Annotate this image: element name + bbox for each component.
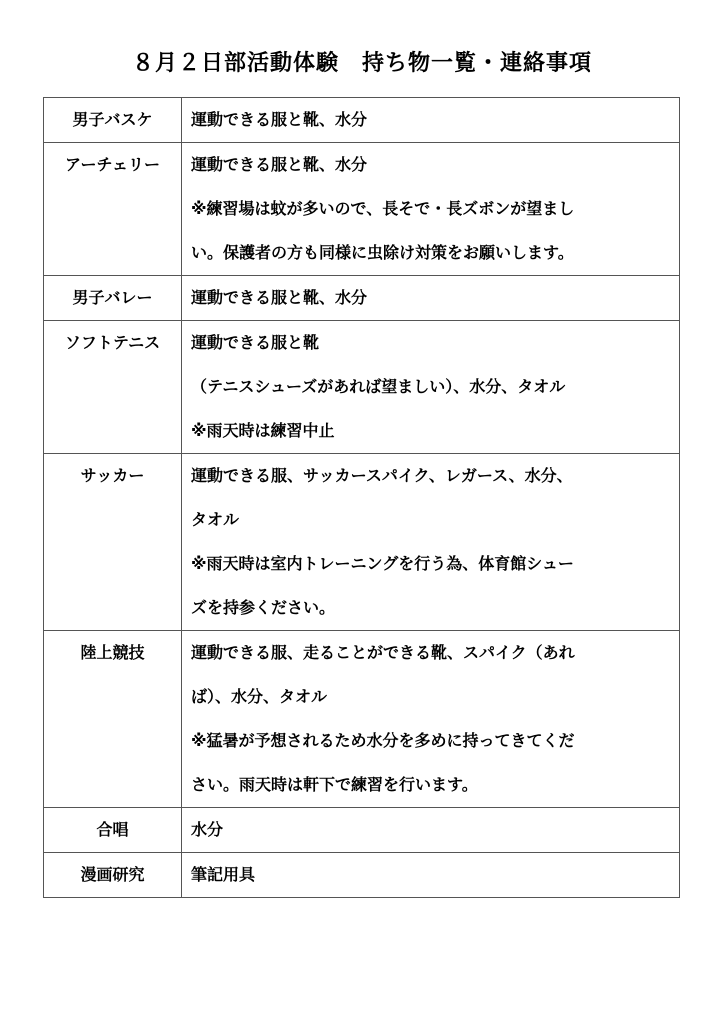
club-cell [44,276,182,321]
item-line: 運動できる服と靴、水分 [191,110,368,129]
club-name: 陸上競技 [80,643,145,662]
item-line: 筆記用具 [191,865,256,884]
item-line: タオル [191,510,240,529]
club-name: 合唱 [96,820,129,839]
club-cell [44,98,182,143]
items-cell [182,808,680,853]
club-cell [44,631,182,808]
item-line: 運動できる服と靴、水分 [191,288,368,307]
item-line: ※練習場は蚊が多いので、長そで・長ズボンが望まし [191,199,575,218]
item-line: ※猛暑が予想されるため水分を多めに持ってきてくだ [191,731,575,750]
items-cell [182,321,680,454]
table-row [44,454,680,631]
items-cell [182,853,680,898]
item-line: ズを持参ください。 [191,598,336,617]
table-row [44,853,680,898]
items-table [43,97,680,898]
item-line: い。保護者の方も同様に虫除け対策をお願いします。 [191,243,574,262]
items-cell [182,143,680,276]
table-row [44,143,680,276]
item-line: 水分 [191,820,224,839]
item-line: （テニスシューズがあれば望ましい）、水分、タオル [191,377,566,396]
item-line: 運動できる服と靴、水分 [191,155,368,174]
table-row [44,321,680,454]
club-name: アーチェリー [64,155,161,174]
club-cell [44,321,182,454]
table-row [44,808,680,853]
club-name: 男子バレー [72,288,153,307]
table-row [44,276,680,321]
table-row [44,98,680,143]
club-cell [44,808,182,853]
item-line: 運動できる服、サッカースパイク、レガース、水分、 [191,466,573,485]
club-cell [44,454,182,631]
item-line: ※雨天時は室内トレーニングを行う為、体育館シュー [191,554,574,573]
item-line: 運動できる服と靴 [191,333,320,352]
club-name: サッカー [80,466,145,485]
items-cell [182,454,680,631]
club-name: 漫画研究 [80,865,145,884]
club-name: 男子バスケ [72,110,153,129]
page-title: ８月２日部活動体験 持ち物一覧・連絡事項 [131,51,592,76]
item-line: さい。雨天時は軒下で練習を行います。 [191,775,478,794]
items-cell [182,276,680,321]
club-cell [44,853,182,898]
items-cell [182,631,680,808]
club-name: ソフトテニス [64,333,161,352]
club-cell [44,143,182,276]
item-line: ※雨天時は練習中止 [191,421,335,440]
table-row [44,631,680,808]
item-line: ば）、水分、タオル [191,687,328,706]
items-cell [182,98,680,143]
item-line: 運動できる服、走ることができる靴、スパイク（あれ [191,643,575,662]
